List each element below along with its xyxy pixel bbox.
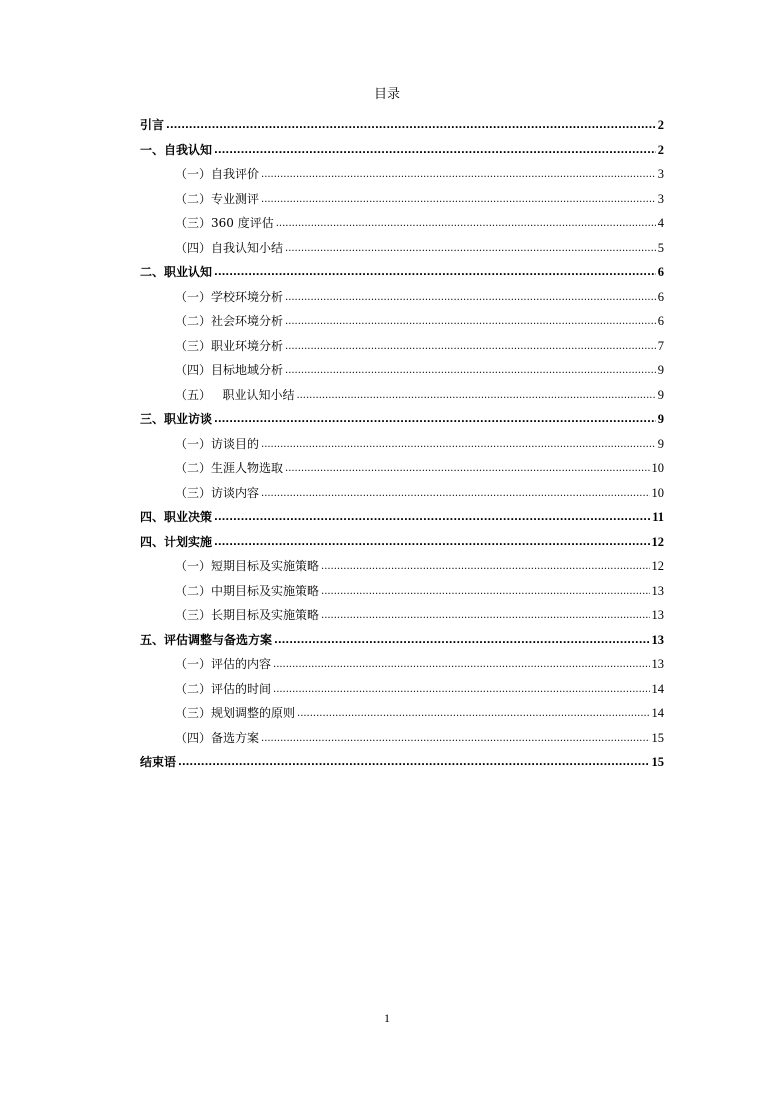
dot-leader xyxy=(261,485,649,503)
dot-leader xyxy=(214,509,650,527)
toc-entry-page: 9 xyxy=(657,412,664,426)
dot-leader xyxy=(214,411,656,429)
toc-entry-professional-assessment[interactable] xyxy=(140,190,664,215)
toc-entry-interview-content[interactable] xyxy=(140,484,664,509)
toc-entry-school-environment[interactable] xyxy=(140,288,664,313)
toc-entry-label: （三）规划调整的原则 xyxy=(175,706,296,720)
dot-leader xyxy=(285,362,656,380)
toc-entry-label: （三）职业环境分析 xyxy=(175,338,284,353)
dot-leader xyxy=(261,436,656,454)
dot-leader xyxy=(285,460,649,478)
dot-leader xyxy=(296,387,655,405)
toc-title: 目录 xyxy=(373,87,400,102)
toc-entry-career-awareness[interactable] xyxy=(140,263,664,288)
dot-leader xyxy=(273,656,649,674)
dot-leader xyxy=(261,166,656,184)
toc-entry-page: 6 xyxy=(657,265,664,279)
toc-entry-interview-purpose[interactable] xyxy=(140,435,664,460)
toc-entry-self-evaluation[interactable] xyxy=(140,165,664,190)
toc-entry-label: （一）学校环境分析 xyxy=(175,289,284,304)
toc-entry-career-interview[interactable] xyxy=(140,410,664,435)
toc-entry-page: 12 xyxy=(651,534,664,549)
dot-leader xyxy=(261,191,656,209)
toc-entry-short-term-goals[interactable] xyxy=(140,557,664,582)
toc-entry-label: 四、计划实施 xyxy=(140,534,213,549)
dot-leader xyxy=(285,240,656,258)
dot-leader xyxy=(321,607,649,625)
dot-leader xyxy=(166,117,656,135)
dot-leader xyxy=(214,142,656,160)
dot-leader xyxy=(285,338,656,356)
toc-entry-career-environment[interactable] xyxy=(140,337,664,362)
toc-entry-introduction[interactable] xyxy=(140,116,664,141)
toc-entry-label: （二）生涯人物选取 xyxy=(175,461,284,475)
toc-entry-page: 9 xyxy=(657,363,664,377)
toc-entry-page: 10 xyxy=(651,485,664,500)
toc-entry-page: 2 xyxy=(657,118,664,132)
toc-entry-self-awareness-summary[interactable] xyxy=(140,239,664,264)
toc-entry-page: 3 xyxy=(657,167,664,181)
toc-entry-page: 9 xyxy=(657,436,664,451)
toc-entry-page: 9 xyxy=(657,387,664,402)
toc-entry-360-evaluation[interactable] xyxy=(140,214,664,239)
toc-entry-long-term-goals[interactable] xyxy=(140,606,664,631)
dot-leader xyxy=(214,534,649,552)
toc-entry-page: 4 xyxy=(657,216,664,230)
toc-entry-page: 15 xyxy=(651,755,664,769)
toc-entry-page: 7 xyxy=(657,338,664,353)
toc-entry-conclusion[interactable] xyxy=(140,753,664,778)
toc-entry-evaluation-adjustment[interactable] xyxy=(140,631,664,656)
toc-entry-page: 13 xyxy=(651,583,664,598)
toc-entry-page: 11 xyxy=(652,510,664,524)
toc-entry-label: （四）目标地域分析 xyxy=(175,363,284,377)
page-number: 1 xyxy=(384,1011,390,1025)
toc-entry-label: 二、职业认知 xyxy=(140,265,213,279)
toc-entry-page: 6 xyxy=(657,289,664,304)
dot-leader xyxy=(273,681,649,699)
toc-entry-label: （一）自我评价 xyxy=(175,167,260,181)
dot-leader xyxy=(261,730,649,748)
toc-entry-plan-implementation[interactable] xyxy=(140,533,664,558)
toc-entry-label: 五、评估调整与备选方案 xyxy=(140,632,273,647)
toc-entry-page: 6 xyxy=(657,314,664,328)
dot-leader xyxy=(321,558,649,576)
toc-entry-label: （三）访谈内容 xyxy=(175,485,260,500)
toc-entry-page: 5 xyxy=(657,240,664,255)
toc-entry-label: （二）专业测评 xyxy=(175,191,260,206)
toc-entry-page: 12 xyxy=(651,559,664,573)
toc-entry-career-decision[interactable] xyxy=(140,508,664,533)
toc-entry-label: （四）自我认知小结 xyxy=(175,240,284,255)
toc-entry-adjustment-principles[interactable] xyxy=(140,704,664,729)
toc-entry-label: （一）评估的内容 xyxy=(175,657,272,671)
toc-entry-label: （二）评估的时间 xyxy=(175,681,272,696)
toc-entry-label: （四）备选方案 xyxy=(175,730,260,745)
toc-entry-page: 14 xyxy=(651,681,664,696)
toc-entry-label: （二）社会环境分析 xyxy=(175,314,284,328)
toc-entry-label: （三）360 度评估 xyxy=(175,216,274,230)
toc-entry-career-awareness-summary[interactable] xyxy=(140,386,664,411)
toc-entry-backup-plan[interactable] xyxy=(140,729,664,754)
toc-entry-label: （五） 职业认知小结 xyxy=(175,387,295,402)
toc-entry-self-awareness[interactable] xyxy=(140,141,664,166)
dot-leader xyxy=(274,632,649,650)
toc-entry-label: 四、职业决策 xyxy=(140,510,213,524)
toc-entry-mid-term-goals[interactable] xyxy=(140,582,664,607)
toc-entry-evaluation-content[interactable] xyxy=(140,655,664,680)
dot-leader xyxy=(178,754,649,772)
toc-entry-page: 2 xyxy=(657,142,664,157)
toc-entry-page: 13 xyxy=(651,608,664,622)
toc-entry-evaluation-time[interactable] xyxy=(140,680,664,705)
dot-leader xyxy=(297,705,649,723)
dot-leader xyxy=(285,313,656,331)
toc-entry-label: 引言 xyxy=(140,118,165,132)
toc-entry-page: 15 xyxy=(651,730,664,745)
toc-entry-label: 一、自我认知 xyxy=(140,142,213,157)
toc-entry-label: （一）短期目标及实施策略 xyxy=(175,559,320,573)
toc-entry-label: 结束语 xyxy=(140,755,177,769)
toc-entry-target-region[interactable] xyxy=(140,361,664,386)
toc-entry-label: 三、职业访谈 xyxy=(140,412,213,426)
toc-entry-page: 13 xyxy=(651,657,664,671)
toc-entry-page: 3 xyxy=(657,191,664,206)
toc-entry-page: 14 xyxy=(651,706,664,720)
toc-entry-label: （一）访谈目的 xyxy=(175,436,260,451)
table-of-contents xyxy=(140,116,664,778)
toc-entry-page: 13 xyxy=(651,632,664,647)
toc-entry-page: 10 xyxy=(651,461,664,475)
dot-leader xyxy=(285,289,656,307)
toc-entry-label: （三）长期目标及实施策略 xyxy=(175,608,320,622)
toc-entry-label: （二）中期目标及实施策略 xyxy=(175,583,320,598)
dot-leader xyxy=(214,264,656,282)
dot-leader xyxy=(321,583,649,601)
dot-leader xyxy=(276,215,656,233)
toc-entry-social-environment[interactable] xyxy=(140,312,664,337)
toc-entry-interviewee-selection[interactable] xyxy=(140,459,664,484)
